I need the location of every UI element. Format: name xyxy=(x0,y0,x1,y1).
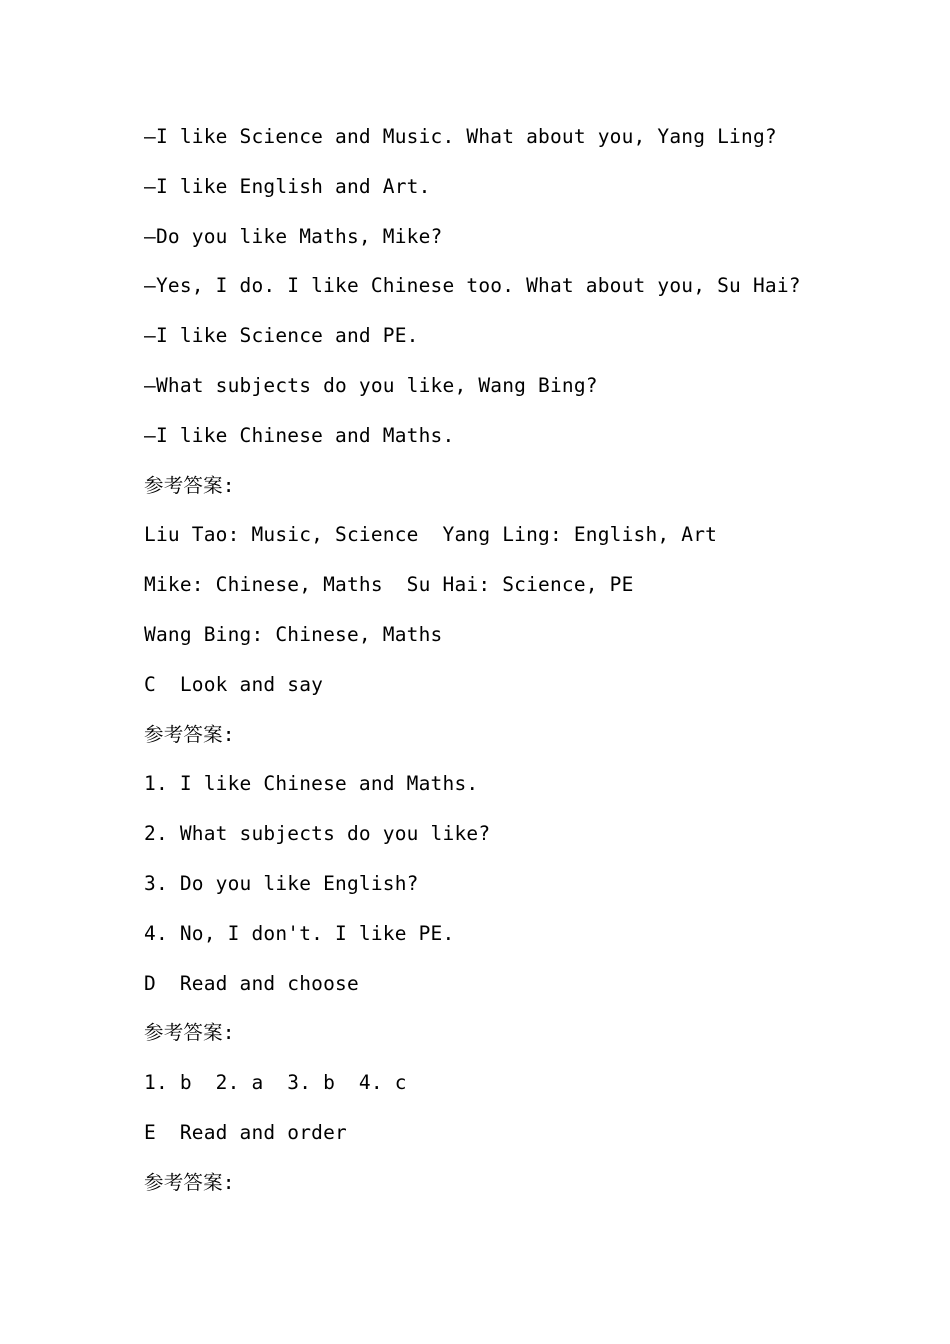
section-heading-e: E Read and order xyxy=(144,1120,347,1144)
answer-line: 4. No, I don't. I like PE. xyxy=(144,921,455,945)
answer-heading: 参考答案: xyxy=(144,473,235,497)
section-heading-c: C Look and say xyxy=(144,672,324,696)
dialogue-line-1: —I like Science and Music. What about you, Yang Ling? xyxy=(144,125,777,148)
answer-heading: 参考答案: xyxy=(144,1170,235,1194)
dialogue-line-3: —Do you like Maths, Mike? xyxy=(144,224,443,248)
dialogue-line-6: —What subjects do you like, Wang Bing? xyxy=(144,373,598,397)
answer-line: Mike: Chinese, Maths Su Hai: Science, PE xyxy=(144,573,634,597)
answer-line: Wang Bing: Chinese, Maths xyxy=(144,622,443,646)
answer-heading: 参考答案: xyxy=(144,1021,235,1045)
dialogue-line-7: —I like Chinese and Maths. xyxy=(144,423,455,447)
dialogue-line-4: —Yes, I do. I like Chinese too. What about you, Su Hai? xyxy=(144,274,801,298)
answer-line: 1. b 2. a 3. b 4. c xyxy=(144,1071,407,1095)
answer-line: 2. What subjects do you like? xyxy=(144,822,491,846)
answer-line: 1. I like Chinese and Maths. xyxy=(144,772,479,796)
answer-line: 3. Do you like English? xyxy=(144,871,419,895)
section-heading-d: D Read and choose xyxy=(144,971,359,995)
dialogue-line-2: —I like English and Art. xyxy=(144,174,431,198)
answer-line: Liu Tao: Music, Science Yang Ling: English, Art xyxy=(144,523,718,547)
answer-heading: 参考答案: xyxy=(144,722,235,746)
document-body xyxy=(144,112,844,1208)
dialogue-line-5: —I like Science and PE. xyxy=(144,324,419,348)
